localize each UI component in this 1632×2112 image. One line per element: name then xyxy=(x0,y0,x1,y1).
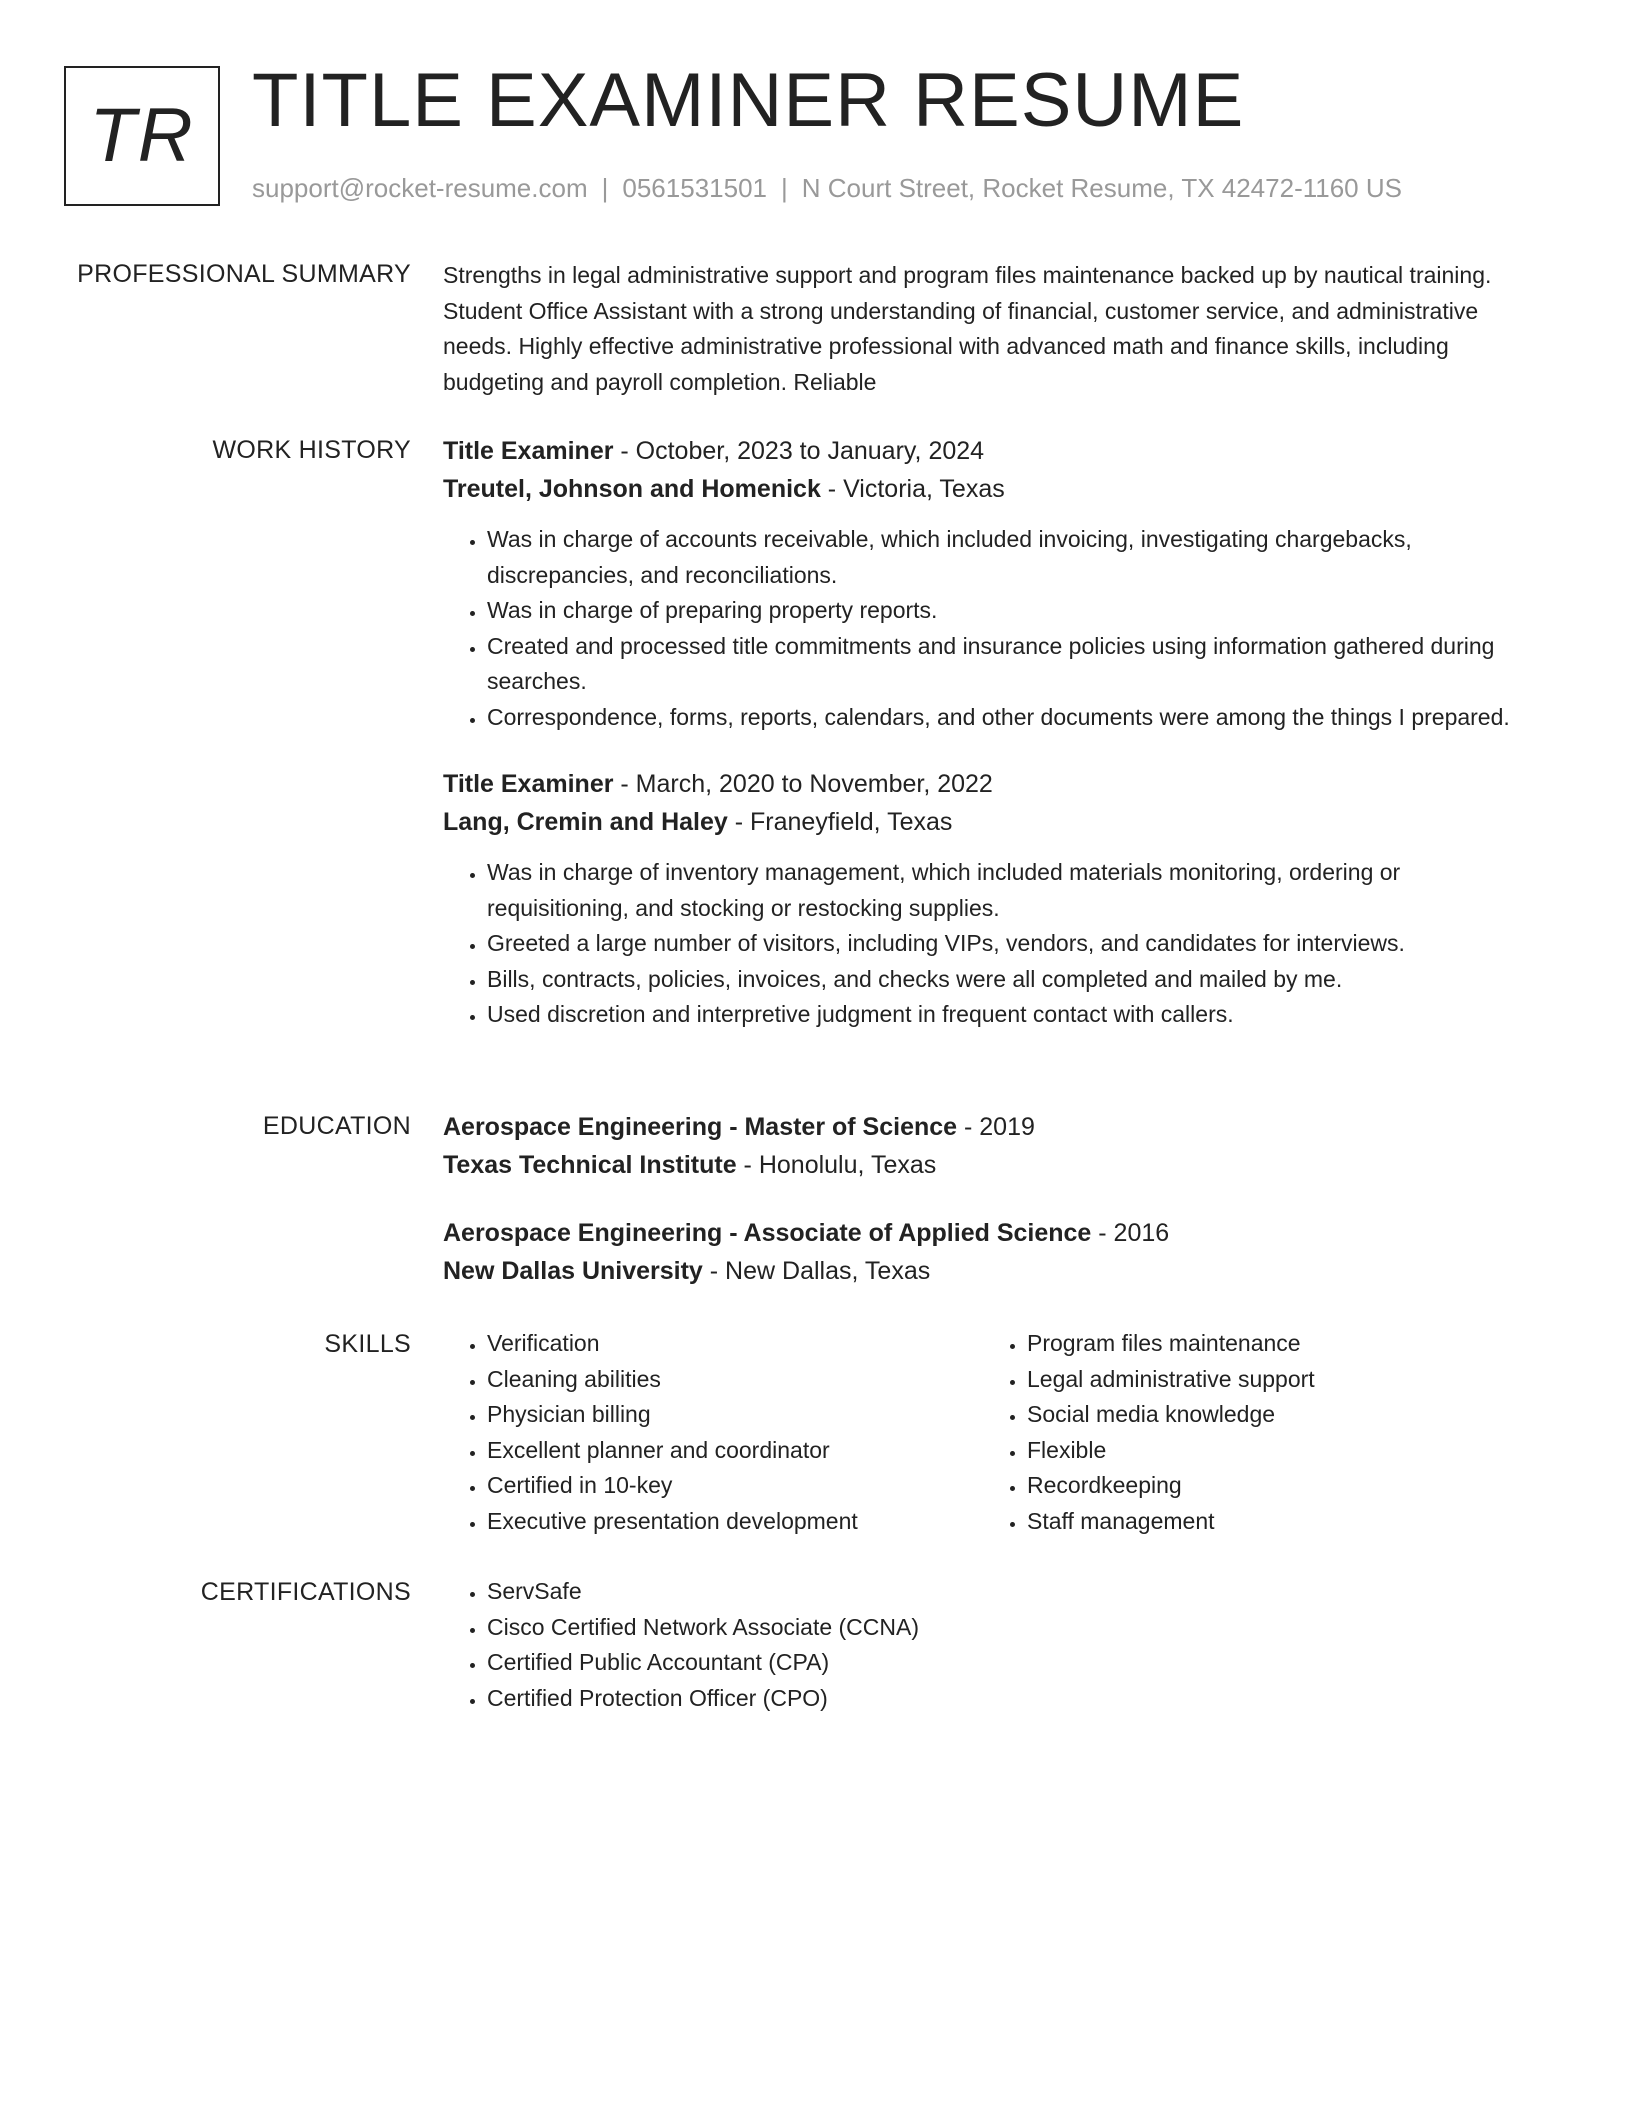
contact-separator: | xyxy=(781,173,788,203)
list-item: • Created and processed title commitments and insurance policies using information gathered during searches. xyxy=(487,629,1523,700)
list-item: • Was in charge of accounts receivable, which included invoicing, investigating chargebacks, discrepancies, and reconciliations. xyxy=(487,522,1523,593)
school-line xyxy=(443,1252,1523,1290)
contact-address: N Court Street, Rocket Resume, TX 42472-1160 US xyxy=(801,173,1402,203)
summary-body xyxy=(443,258,1523,400)
list-item: • Certified Public Accountant (CPA) xyxy=(487,1645,1523,1681)
job-dates: - October, 2023 to January, 2024 xyxy=(613,437,985,465)
contact-separator: | xyxy=(601,173,609,203)
skills-list-left xyxy=(443,1326,983,1539)
job-company: Treutel, Johnson and Homenick xyxy=(443,475,821,503)
list-item: • Program files maintenance xyxy=(1027,1326,1523,1362)
monogram-box xyxy=(64,66,220,206)
list-item: • Bills, contracts, policies, invoices, and checks were all completed and mailed by me. xyxy=(487,962,1523,998)
list-item: • Legal administrative support xyxy=(1027,1362,1523,1398)
list-item: • ServSafe xyxy=(487,1574,1523,1610)
school: New Dallas University xyxy=(443,1257,703,1285)
list-item: • Social media knowledge xyxy=(1027,1397,1523,1433)
list-item: • Recordkeeping xyxy=(1027,1468,1523,1504)
list-item: • Staff management xyxy=(1027,1504,1523,1540)
certifications-body xyxy=(443,1574,1523,1716)
degree-line xyxy=(443,1214,1523,1252)
job-company: Lang, Cremin and Haley xyxy=(443,808,728,836)
contact-line xyxy=(252,172,1402,204)
degree-year: - 2019 xyxy=(957,1113,1035,1141)
contact-email: support@rocket-resume.com xyxy=(252,173,588,203)
job-company-line xyxy=(443,803,1523,841)
list-item: • Was in charge of preparing property reports. xyxy=(487,593,1523,629)
list-item: • Excellent planner and coordinator xyxy=(487,1433,983,1469)
list-item: • Cleaning abilities xyxy=(487,1362,983,1398)
summary-heading: PROFESSIONAL SUMMARY xyxy=(77,260,411,288)
skills-body xyxy=(443,1326,1523,1539)
list-item: • Correspondence, forms, reports, calendars, and other documents were among the things I prepared. xyxy=(487,700,1523,736)
education-entry xyxy=(443,1214,1523,1290)
monogram-initials: TR xyxy=(89,93,195,178)
skills-column-right xyxy=(983,1326,1523,1539)
list-item: • Certified in 10-key xyxy=(487,1468,983,1504)
school-line xyxy=(443,1146,1523,1184)
school-location: - Honolulu, Texas xyxy=(736,1151,937,1179)
skills-list-right xyxy=(983,1326,1523,1539)
contact-phone: 0561531501 xyxy=(622,173,767,203)
job-title-line xyxy=(443,765,1523,803)
job-dates: - March, 2020 to November, 2022 xyxy=(613,770,993,798)
school-location: - New Dallas, Texas xyxy=(702,1257,931,1285)
school: Texas Technical Institute xyxy=(443,1151,737,1179)
job-company-line xyxy=(443,470,1523,508)
degree-year: - 2016 xyxy=(1091,1219,1170,1247)
certifications-heading: CERTIFICATIONS xyxy=(200,1578,411,1606)
list-item: • Certified Protection Officer (CPO) xyxy=(487,1681,1523,1717)
job-entry xyxy=(443,765,1523,1033)
job-bullets xyxy=(443,855,1523,1033)
job-location: - Victoria, Texas xyxy=(820,475,1005,503)
list-item: • Was in charge of inventory management, which included materials monitoring, ordering or requisitioning, and stocking or restocking supplies. xyxy=(487,855,1523,926)
resume-title: TITLE EXAMINER RESUME xyxy=(252,58,1245,143)
degree: Aerospace Engineering - Associate of Applied Science xyxy=(443,1219,1092,1247)
certifications-list xyxy=(443,1574,1523,1716)
job-title-line xyxy=(443,432,1523,470)
work-history-body xyxy=(443,432,1523,1033)
degree-line xyxy=(443,1108,1523,1146)
work-history-heading: WORK HISTORY xyxy=(212,436,411,464)
job-title: Title Examiner xyxy=(443,770,614,798)
skills-column-left xyxy=(443,1326,983,1539)
list-item: • Cisco Certified Network Associate (CCNA) xyxy=(487,1610,1523,1646)
list-item: • Greeted a large number of visitors, including VIPs, vendors, and candidates for interviews. xyxy=(487,926,1523,962)
education-entry xyxy=(443,1108,1523,1184)
summary-text: Strengths in legal administrative support and program files maintenance backed up by nautical training. Student Office Assistant with a strong understanding of financial, customer service, and administrative needs. Highly effective administrative professional with advanced math and finance skills, including budgeting and payroll completion. Reliable xyxy=(443,262,1492,395)
job-location: - Franeyfield, Texas xyxy=(727,808,953,836)
job-title: Title Examiner xyxy=(443,437,614,465)
list-item: • Physician billing xyxy=(487,1397,983,1433)
skills-heading: SKILLS xyxy=(324,1330,411,1358)
list-item: • Executive presentation development xyxy=(487,1504,983,1540)
list-item: • Flexible xyxy=(1027,1433,1523,1469)
education-heading: EDUCATION xyxy=(262,1112,411,1140)
skills-columns xyxy=(443,1326,1523,1539)
degree: Aerospace Engineering - Master of Science xyxy=(443,1113,958,1141)
list-item: • Used discretion and interpretive judgment in frequent contact with callers. xyxy=(487,997,1523,1033)
job-bullets xyxy=(443,522,1523,735)
list-item: • Verification xyxy=(487,1326,983,1362)
education-body xyxy=(443,1108,1523,1290)
job-entry xyxy=(443,432,1523,735)
